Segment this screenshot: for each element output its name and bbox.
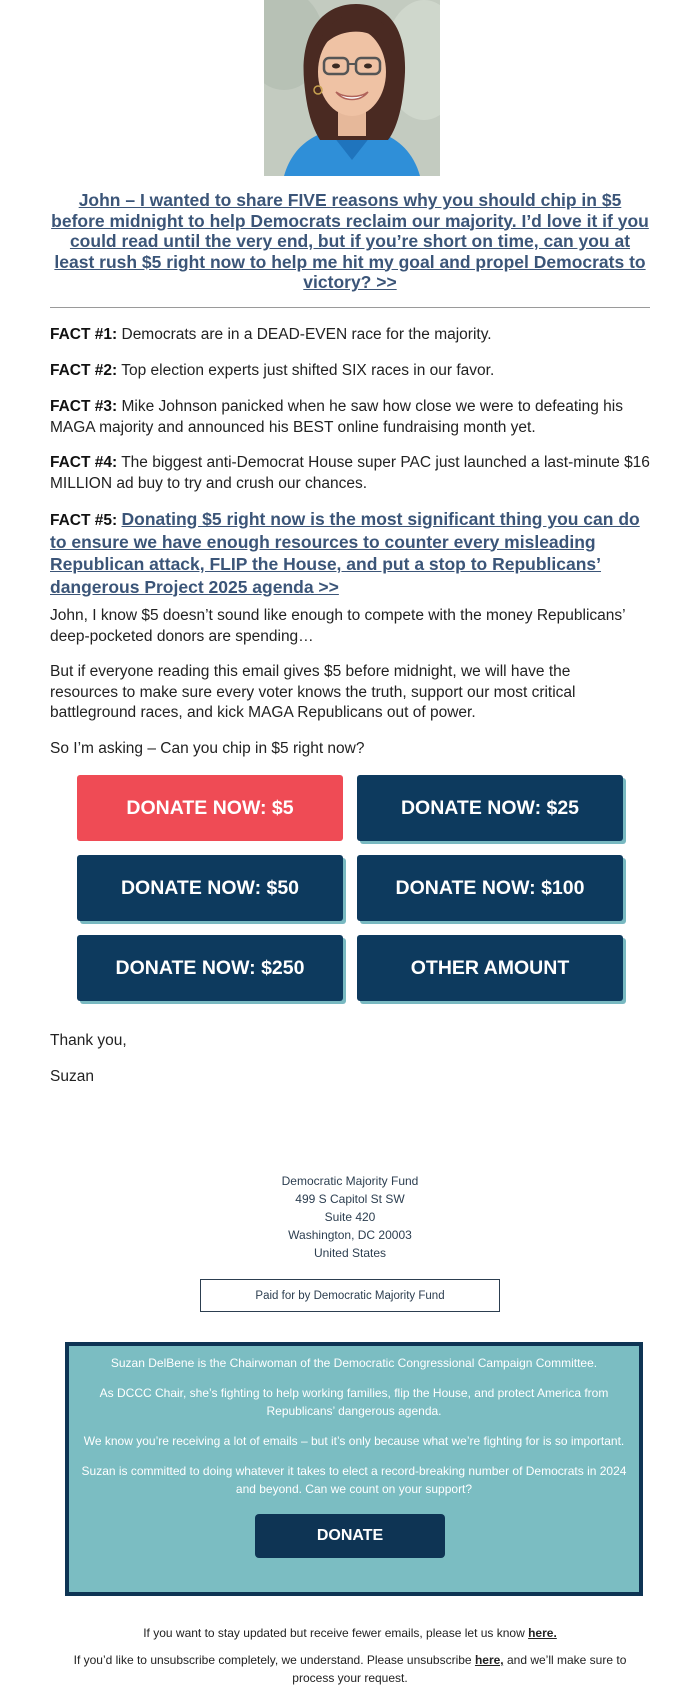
body-paragraph-1: John, I know $5 doesn’t sound like enough to compete with the money Republicans’ deep-pocketed donors are spending… (50, 607, 626, 645)
donate-250-button[interactable]: DONATE NOW: $250 (77, 935, 343, 1001)
fact-1 (50, 325, 660, 346)
fact-4-label: FACT #4: (50, 454, 118, 471)
donate-50-button[interactable]: DONATE NOW: $50 (77, 855, 343, 921)
fact-3-text: Mike Johnson panicked when he saw how close we were to defeating his MAGA majority and announced his BEST online fundraising month yet. (50, 398, 623, 436)
unsubscribe-text: If you’d like to unsubscribe completely, we understand. Please unsubscribe (73, 1653, 475, 1667)
donate-25-button[interactable]: DONATE NOW: $25 (357, 775, 623, 841)
fewer-emails-text: If you want to stay updated but receive fewer emails, please let us know (143, 1626, 529, 1640)
about-paragraph-3: We know you’re receiving a lot of emails – but it’s only because what we’re fighting for is so important. (83, 1434, 625, 1448)
about-paragraph-1: Suzan DelBene is the Chairwoman of the Democratic Congressional Campaign Committee. (110, 1356, 598, 1370)
unsubscribe-link[interactable]: here, (474, 1653, 504, 1667)
fact-2-text: Top election experts just shifted SIX races in our favor. (117, 362, 495, 379)
fact-3 (50, 397, 655, 438)
about-paragraph-2: As DCCC Chair, she’s fighting to help working families, flip the House, and protect America from Republicans’ dangerous agenda. (99, 1386, 609, 1418)
body-paragraph-2: But if everyone reading this email gives $5 before midnight, we will have the resources to make sure every voter knows the truth, support our most critical battleground races, and kick MAGA Republicans out of power. (50, 663, 576, 721)
fewer-emails-note (60, 1624, 640, 1642)
signoff-thanks: Thank you, (50, 1032, 127, 1049)
about-suzan-panel (65, 1342, 643, 1596)
fact-1-label: FACT #1: (50, 326, 118, 343)
fact-4 (50, 453, 655, 494)
address-line: 499 S Capitol St SW (295, 1192, 405, 1206)
fewer-emails-link[interactable]: here. (528, 1626, 557, 1640)
fact-4-text: The biggest anti-Democrat House super PAC just launched a last-minute $16 MILLION ad buy to try and crush our chances. (50, 454, 650, 492)
address-line: United States (313, 1246, 387, 1260)
unsubscribe-note (60, 1651, 640, 1687)
fact-5-label: FACT #5: (50, 512, 118, 529)
address-line: Washington, DC 20003 (288, 1228, 412, 1242)
panel-donate-button[interactable]: DONATE (255, 1514, 445, 1558)
fact-5 (50, 509, 655, 599)
fact-2-label: FACT #2: (50, 362, 118, 379)
body-paragraph-3: So I’m asking – Can you chip in $5 right now? (50, 740, 365, 757)
donate-5-button[interactable]: DONATE NOW: $5 (77, 775, 343, 841)
donate-100-button[interactable]: DONATE NOW: $100 (357, 855, 623, 921)
unsubscribe-tail: and we’ll make sure to process your request. (292, 1653, 627, 1685)
headline-link[interactable]: John – I wanted to share FIVE reasons why you should chip in $5 before midnight to help Democrats reclaim our majority. I’d love it if you could read until the very end, but if you’re short on time, can you at least rush $5 right now to help me hit my goal and propel Democrats to victory? >> (51, 190, 649, 292)
fact-3-label: FACT #3: (50, 398, 118, 415)
about-paragraph-4: Suzan is committed to doing whatever it takes to elect a record-breaking number of Democrats in 2024 and beyond. Can we count on your support? (81, 1464, 627, 1496)
footer-address (0, 1172, 700, 1262)
portrait-photo (264, 0, 440, 176)
address-line: Democratic Majority Fund (281, 1174, 419, 1188)
paid-for-disclaimer: Paid for by Democratic Majority Fund (200, 1279, 500, 1312)
fact-5-donate-link[interactable]: Donating $5 right now is the most significant thing you can do to ensure we have enough resources to counter every misleading Republican attack, FLIP the House, and put a stop to Republicans’ dangerous Project 2025 agenda >> (50, 509, 640, 597)
other-amount-button[interactable]: OTHER AMOUNT (357, 935, 623, 1001)
divider (50, 307, 650, 308)
address-line: Suite 420 (324, 1210, 376, 1224)
fact-2 (50, 361, 660, 382)
fact-1-text: Democrats are in a DEAD-EVEN race for the majority. (117, 326, 492, 343)
signoff-name: Suzan (50, 1068, 94, 1085)
